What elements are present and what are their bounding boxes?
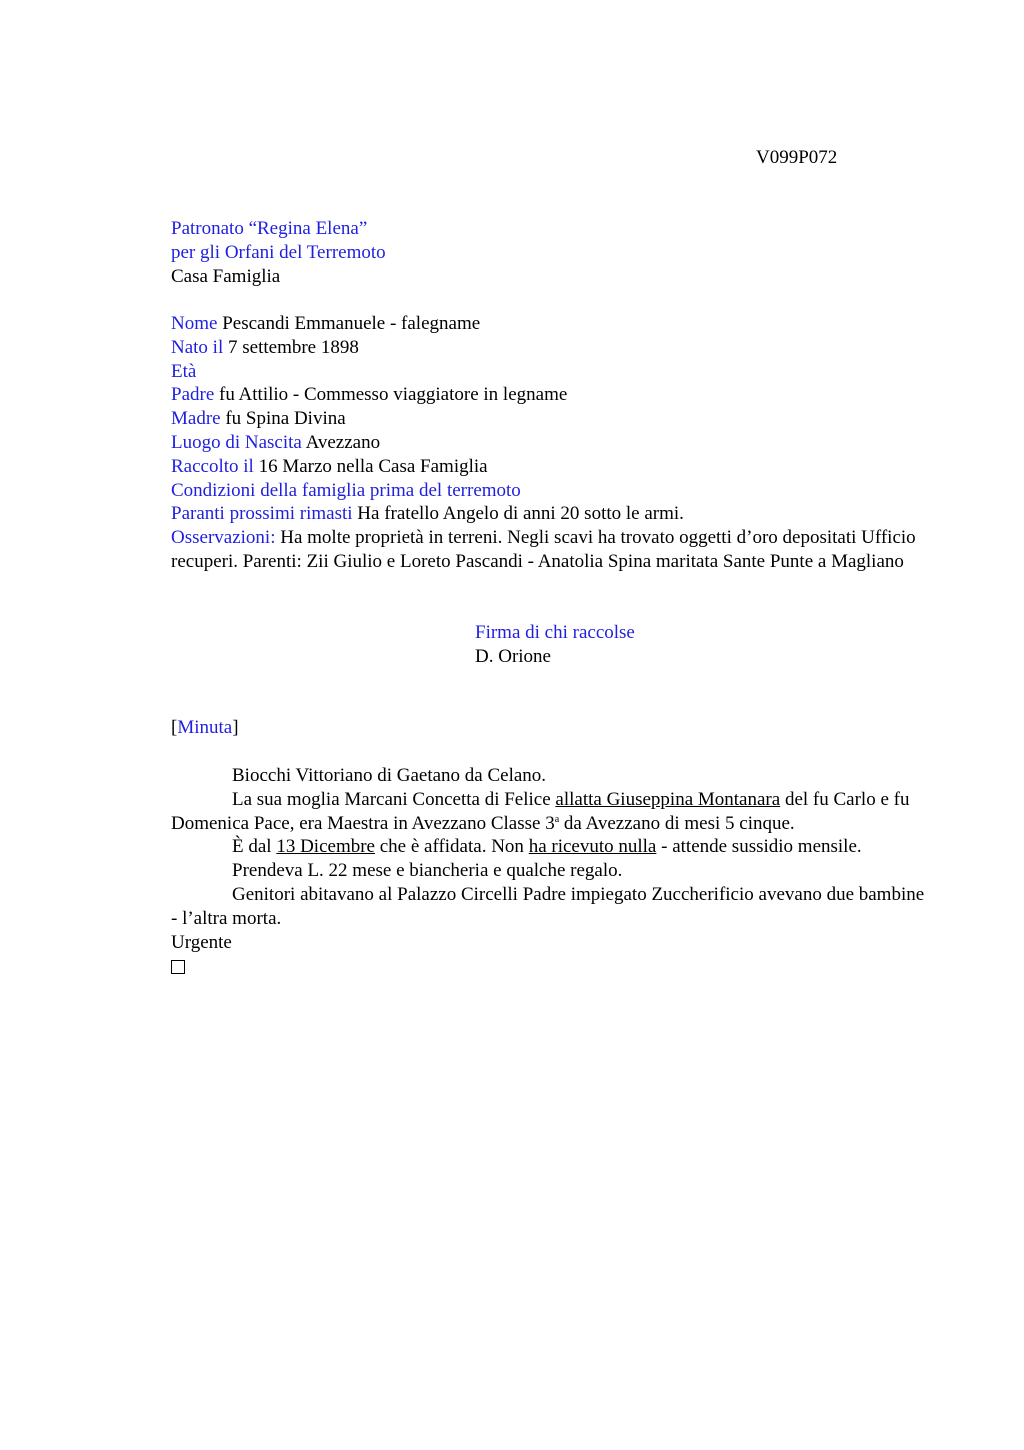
minuta-paragraph-2 xyxy=(171,788,931,836)
record-fields xyxy=(171,312,931,574)
field-madre xyxy=(171,407,931,431)
field-label: Nome xyxy=(171,313,218,334)
text-run: da Avezzano di mesi 5 cinque. xyxy=(559,812,795,834)
field-value: 16 Marzo nella Casa Famiglia xyxy=(258,455,488,477)
text-run: che è affidata. Non xyxy=(374,836,529,858)
bracket-open: [ xyxy=(171,717,178,738)
minuta-paragraph-3 xyxy=(171,835,931,859)
underlined-text: ha ricevuto nulla xyxy=(528,836,657,858)
field-condizioni xyxy=(171,479,931,503)
field-value: Ha fratello Angelo di anni 20 sotto le armi. xyxy=(357,503,684,525)
field-eta xyxy=(171,360,931,384)
field-label: Nato il xyxy=(171,336,224,358)
field-value: Ha molte proprietà in terreni. Negli scavi ha trovato oggetti d’oro depositati Ufficio recuperi. Parenti: Zii Giulio e Loreto Pascandi - Anatolia Spina maritata Sante Punte a Magliano xyxy=(171,527,916,572)
minuta-body xyxy=(171,764,931,981)
field-nato xyxy=(171,336,931,360)
signature-name: D. Orione xyxy=(475,646,551,667)
field-label: Età xyxy=(171,360,197,382)
field-nome xyxy=(171,312,931,336)
field-value: Pescandi Emmanuele - falegname xyxy=(222,313,481,334)
letterhead-line-3: Casa Famiglia xyxy=(171,266,281,287)
minuta-heading xyxy=(171,716,239,740)
field-label: Padre xyxy=(171,384,215,406)
field-parenti xyxy=(171,502,931,526)
minuta-paragraph-5: Genitori abitavano al Palazzo Circelli Padre impiegato Zuccherificio avevano due bambine - l’altra morta. xyxy=(171,883,925,929)
signature-block xyxy=(475,621,635,669)
field-label: Luogo di Nascita xyxy=(171,431,302,453)
field-raccolto xyxy=(171,455,931,479)
underlined-text: 13 Dicembre xyxy=(276,836,375,858)
field-label: Madre xyxy=(171,408,221,430)
field-value: 7 settembre 1898 xyxy=(228,336,359,358)
ordinal-superscript: a xyxy=(554,813,560,825)
text-run: - attende sussidio mensile. xyxy=(656,836,862,858)
document-code: V099P072 xyxy=(756,147,838,168)
field-osservazioni xyxy=(171,526,931,574)
minuta-paragraph-1: Biocchi Vittoriano di Gaetano da Celano. xyxy=(232,765,547,786)
field-luogo xyxy=(171,431,931,455)
urgent-note: Urgente xyxy=(171,931,232,953)
checkbox-square-icon xyxy=(171,954,931,981)
field-padre xyxy=(171,383,931,407)
minuta-paragraph-4: Prendeva L. 22 mese e biancheria e qualche regalo. xyxy=(232,860,623,882)
field-value: Avezzano xyxy=(305,431,381,453)
underlined-text: allatta Giuseppina Montanara xyxy=(555,788,781,810)
field-value: fu Attilio - Commesso viaggiatore in legname xyxy=(219,384,568,406)
field-label: Osservazioni: xyxy=(171,527,276,549)
minuta-title: Minuta xyxy=(177,717,233,738)
text-run: La sua moglia Marcani Concetta di Felice xyxy=(232,788,556,810)
letterhead-line-2: per gli Orfani del Terremoto xyxy=(171,242,386,263)
letterhead-line-1: Patronato “Regina Elena” xyxy=(171,218,368,239)
signature-label: Firma di chi raccolse xyxy=(475,622,635,643)
field-value: fu Spina Divina xyxy=(225,408,346,430)
field-label: Condizioni della famiglia prima del terremoto xyxy=(171,479,521,501)
field-label: Paranti prossimi rimasti xyxy=(171,503,353,525)
text-run: del fu Carlo e fu Domenica Pace, era Maestra in Avezzano Classe 3 xyxy=(171,788,910,834)
field-label: Raccolto il xyxy=(171,455,254,477)
bracket-close: ] xyxy=(232,717,239,738)
letterhead xyxy=(171,217,386,289)
text-run: È dal xyxy=(232,836,277,858)
